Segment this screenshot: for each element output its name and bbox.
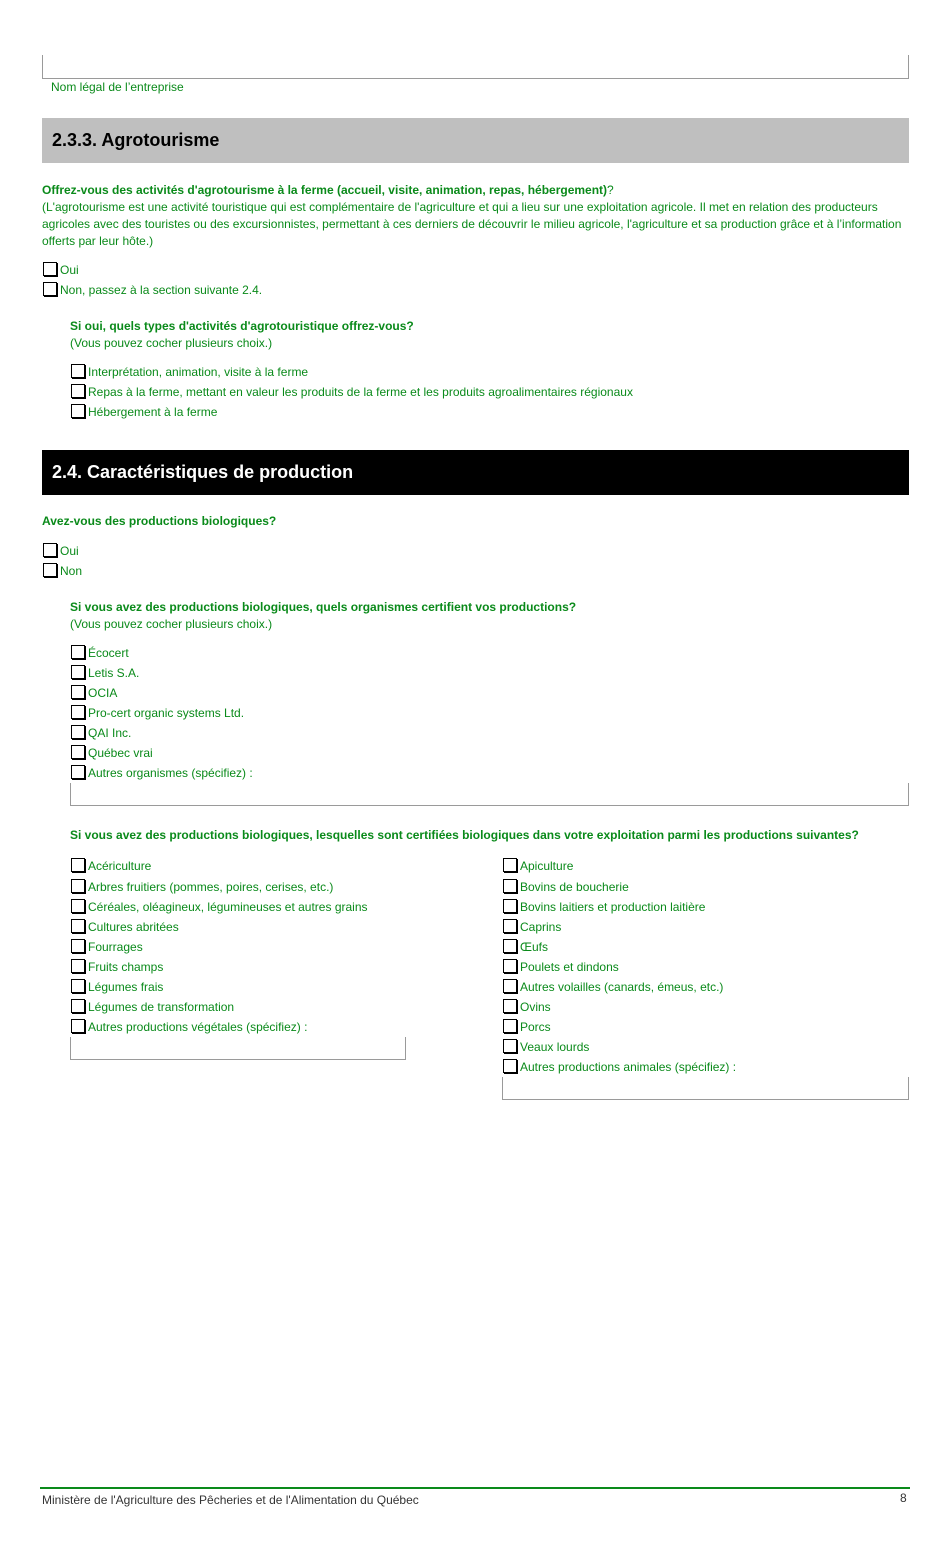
option-label: QAI Inc. — [88, 726, 132, 740]
animal-sheep[interactable] — [503, 997, 551, 1017]
checkbox[interactable] — [503, 858, 517, 872]
checkbox[interactable] — [43, 262, 57, 276]
certified-productions-question: Si vous avez des productions biologiques, lesquelles sont certifiées biologiques dans votre exploitation parmi les productions suivantes? — [70, 828, 859, 842]
agrotourism-question — [42, 182, 909, 199]
cert-body-qai[interactable] — [71, 723, 131, 743]
checkbox[interactable] — [71, 899, 85, 913]
animal-chicken-turkey[interactable] — [503, 957, 619, 977]
checkbox[interactable] — [71, 404, 85, 418]
checkbox[interactable] — [43, 563, 57, 577]
checkbox[interactable] — [71, 765, 85, 779]
cert-other-input[interactable] — [70, 783, 909, 806]
checkbox[interactable] — [503, 959, 517, 973]
option-label: Écocert — [88, 646, 129, 660]
option-label: Œufs — [520, 940, 549, 954]
footer-divider — [40, 1487, 910, 1489]
option-label: Bovins de boucherie — [520, 880, 629, 894]
agrotourism-types-question: Si oui, quels types d'activités d'agrotouristique offrez-vous? — [70, 319, 414, 333]
section-heading-agrotourism: 2.3.3. Agrotourisme — [42, 118, 909, 163]
option-label: Légumes frais — [88, 980, 164, 994]
animal-beekeeping[interactable] — [503, 856, 573, 876]
agrotourism-option-yes[interactable] — [43, 260, 79, 280]
option-label: Québec vrai — [88, 746, 153, 760]
checkbox[interactable] — [503, 919, 517, 933]
option-label: Veaux lourds — [520, 1040, 590, 1054]
checkbox[interactable] — [71, 665, 85, 679]
agrotourism-type-meals[interactable] — [71, 382, 633, 402]
checkbox[interactable] — [71, 745, 85, 759]
option-label: Acériculture — [88, 859, 152, 873]
option-label: Cultures abritées — [88, 920, 179, 934]
option-label: Hébergement à la ferme — [88, 405, 218, 419]
vegetal-other-input[interactable] — [70, 1037, 406, 1060]
option-label: Oui — [60, 544, 79, 558]
option-label: Fruits champs — [88, 960, 164, 974]
checkbox[interactable] — [71, 999, 85, 1013]
option-label: Autres organismes (spécifiez) : — [88, 766, 253, 780]
agrotourism-question-text: Offrez-vous des activités d'agrotourisme à la ferme (accueil, visite, animation, repas, hébergement) — [42, 183, 608, 197]
organic-question: Avez-vous des productions biologiques? — [42, 514, 277, 528]
checkbox[interactable] — [503, 1039, 517, 1053]
checkbox[interactable] — [503, 939, 517, 953]
option-label: Autres productions animales (spécifiez) : — [520, 1060, 737, 1074]
option-label: OCIA — [88, 686, 118, 700]
animal-other[interactable] — [503, 1057, 736, 1077]
vegetal-fruit-trees[interactable] — [71, 877, 333, 897]
cert-body-quebec-vrai[interactable] — [71, 743, 153, 763]
checkbox[interactable] — [71, 685, 85, 699]
vegetal-forage[interactable] — [71, 937, 143, 957]
checkbox[interactable] — [503, 979, 517, 993]
section-heading-production: 2.4. Caractéristiques de production — [42, 450, 909, 495]
cert-body-procert[interactable] — [71, 703, 244, 723]
vegetal-maple[interactable] — [71, 856, 151, 876]
checkbox[interactable] — [71, 645, 85, 659]
option-label: Arbres fruitiers (pommes, poires, cerises, etc.) — [88, 880, 334, 894]
vegetal-grains[interactable] — [71, 897, 368, 917]
option-label: Porcs — [520, 1020, 551, 1034]
option-label: Letis S.A. — [88, 666, 140, 680]
checkbox[interactable] — [43, 543, 57, 557]
checkbox[interactable] — [503, 1019, 517, 1033]
option-label: Pro-cert organic systems Ltd. — [88, 706, 245, 720]
vegetal-greenhouse[interactable] — [71, 917, 179, 937]
checkbox[interactable] — [71, 858, 85, 872]
agrotourism-type-visit[interactable] — [71, 362, 308, 382]
organic-option-no[interactable] — [43, 561, 82, 581]
checkbox[interactable] — [71, 1019, 85, 1033]
option-label: Fourrages — [88, 940, 143, 954]
option-label: Poulets et dindons — [520, 960, 619, 974]
checkbox[interactable] — [71, 979, 85, 993]
option-label: Interprétation, animation, visite à la ferme — [88, 365, 309, 379]
legal-name-label: Nom légal de l’entreprise — [51, 80, 184, 94]
checkbox[interactable] — [71, 939, 85, 953]
option-label: Repas à la ferme, mettant en valeur les produits de la ferme et les produits agroalimentaires régionaux — [88, 385, 633, 399]
page-number: 8 — [900, 1491, 907, 1505]
checkbox[interactable] — [71, 725, 85, 739]
vegetal-field-fruits[interactable] — [71, 957, 163, 977]
organic-option-yes[interactable] — [43, 541, 79, 561]
checkbox[interactable] — [503, 879, 517, 893]
footer-ministry: Ministère de l'Agriculture des Pêcheries et de l'Alimentation du Québec — [42, 1493, 419, 1507]
checkbox[interactable] — [71, 705, 85, 719]
checkbox[interactable] — [71, 364, 85, 378]
agrotourism-question-mark: ? — [607, 183, 614, 197]
option-label: Autres volailles (canards, émeus, etc.) — [520, 980, 724, 994]
animal-beef-cattle[interactable] — [503, 877, 629, 897]
animal-goats[interactable] — [503, 917, 561, 937]
checkbox[interactable] — [503, 899, 517, 913]
cert-body-letis[interactable] — [71, 663, 139, 683]
checkbox[interactable] — [71, 919, 85, 933]
vegetal-other[interactable] — [71, 1017, 307, 1037]
vegetal-fresh-vegetables[interactable] — [71, 977, 163, 997]
option-label: Ovins — [520, 1000, 551, 1014]
vegetal-processing-vegetables[interactable] — [71, 997, 234, 1017]
animal-veal[interactable] — [503, 1037, 589, 1057]
checkbox[interactable] — [503, 999, 517, 1013]
cert-body-other[interactable] — [71, 763, 253, 783]
option-label: Caprins — [520, 920, 562, 934]
agrotourism-option-no[interactable] — [43, 280, 262, 300]
option-label: Légumes de transformation — [88, 1000, 235, 1014]
legal-name-field[interactable] — [42, 55, 909, 79]
option-label: Autres productions végétales (spécifiez) : — [88, 1020, 308, 1034]
option-label: Oui — [60, 263, 79, 277]
checkbox[interactable] — [71, 959, 85, 973]
checkbox[interactable] — [43, 282, 57, 296]
option-label: Céréales, oléagineux, légumineuses et autres grains — [88, 900, 368, 914]
option-label: Bovins laitiers et production laitière — [520, 900, 706, 914]
cert-body-ocia[interactable] — [71, 683, 117, 703]
cert-question: Si vous avez des productions biologiques, quels organismes certifient vos productions? — [70, 600, 577, 614]
checkbox[interactable] — [71, 879, 85, 893]
agrotourism-explanation: (L'agrotourisme est une activité touristique qui est complémentaire de l'agriculture et qui a lieu sur une exploitation agricole. Il met en relation des producteurs agricoles avec des touristes ou des excursionnistes, permettant à ces derniers de découvrir le milieu agricole, l'agriculture et sa production grâce et à l’information offerts par leur hôte.) — [42, 200, 902, 248]
checkbox[interactable] — [503, 1059, 517, 1073]
cert-hint: (Vous pouvez cocher plusieurs choix.) — [70, 617, 273, 631]
animal-other-poultry[interactable] — [503, 977, 723, 997]
cert-body-ecocert[interactable] — [71, 643, 129, 663]
checkbox[interactable] — [71, 384, 85, 398]
option-label: Apiculture — [520, 859, 574, 873]
option-label: Non, passez à la section suivante 2.4. — [60, 283, 263, 297]
option-label: Non — [60, 564, 83, 578]
agrotourism-types-hint: (Vous pouvez cocher plusieurs choix.) — [70, 336, 273, 350]
agrotourism-type-lodging[interactable] — [71, 402, 217, 422]
animal-dairy[interactable] — [503, 897, 705, 917]
animal-other-input[interactable] — [502, 1077, 909, 1100]
animal-eggs[interactable] — [503, 937, 548, 957]
animal-pigs[interactable] — [503, 1017, 551, 1037]
